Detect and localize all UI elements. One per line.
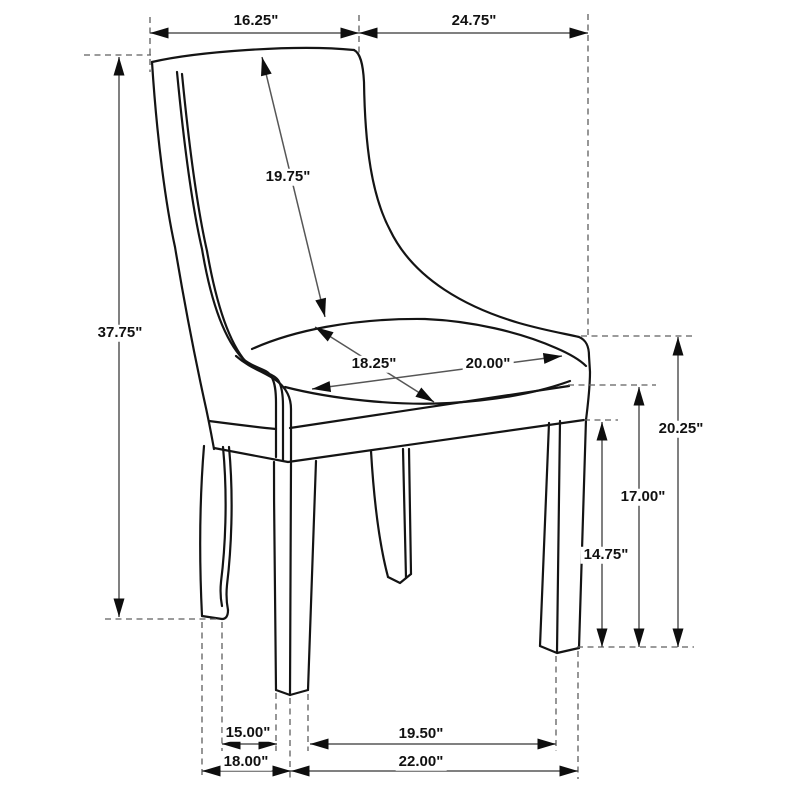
rear-right-leg <box>371 449 411 583</box>
front-left-leg <box>274 461 316 695</box>
dim-label-seat-depth: 18.25" <box>349 356 400 373</box>
dim-label-top-depth: 24.75" <box>449 13 500 30</box>
dim-label-backrest-length: 19.75" <box>263 169 314 186</box>
dim-label-top-back-width: 16.25" <box>231 13 282 30</box>
dim-label-seat-width: 20.00" <box>463 356 514 373</box>
dim-label-side-leg-spacing: 15.00" <box>223 725 274 742</box>
extension-lines <box>84 14 694 779</box>
dim-label-base-width: 22.00" <box>396 754 447 771</box>
dim-line-backrest-length <box>262 57 325 317</box>
backrest <box>152 48 590 449</box>
dim-label-arm-height: 20.25" <box>656 421 707 438</box>
front-right-leg <box>540 419 586 653</box>
dim-label-overall-height: 37.75" <box>95 325 146 342</box>
dim-label-front-leg-spacing: 19.50" <box>396 726 447 743</box>
dim-label-apron-height: 14.75" <box>581 547 632 564</box>
wing-piping <box>177 72 291 462</box>
rear-left-leg <box>200 446 231 619</box>
dim-label-seat-height: 17.00" <box>618 489 669 506</box>
dim-label-base-depth: 18.00" <box>221 754 272 771</box>
dimension-lines <box>119 33 678 771</box>
seat-rail <box>209 386 584 462</box>
